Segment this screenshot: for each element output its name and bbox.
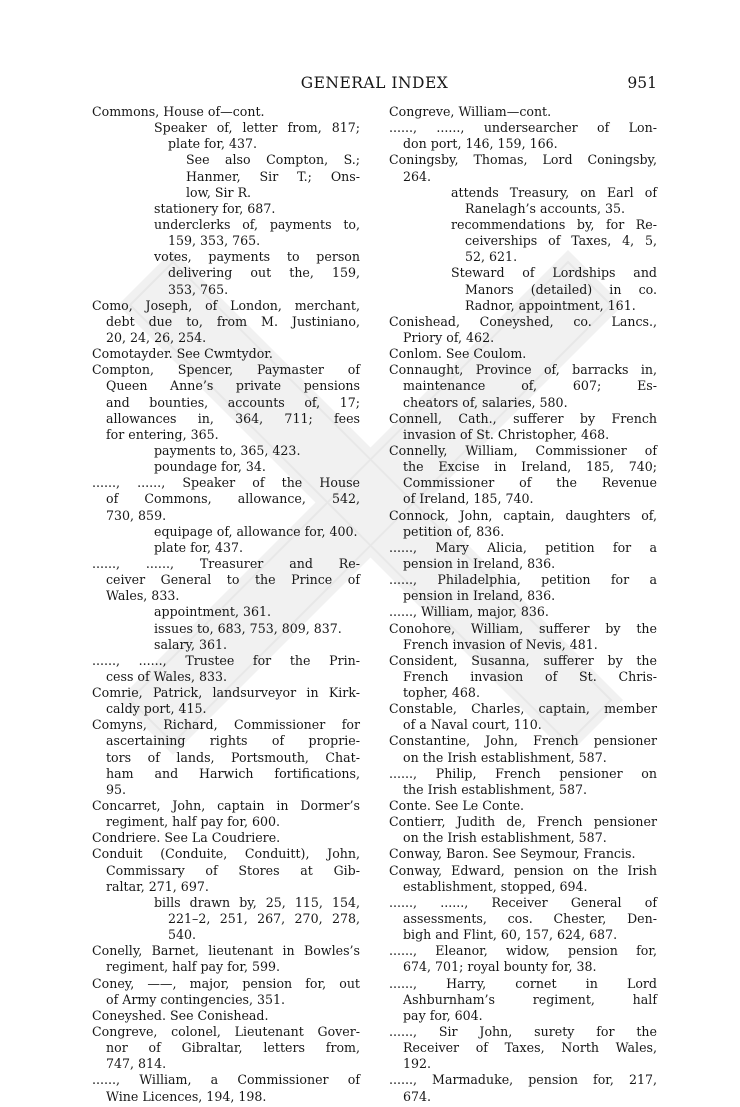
index-subentry-line: 221–2, 251, 267, 270, 278, <box>168 911 360 927</box>
index-subentry-line: raltar, 271, 697. <box>106 878 209 894</box>
index-subentry-line: 264. <box>403 168 432 184</box>
index-subentry-line: for entering, 365. <box>106 426 219 442</box>
index-subentry-line: Radnor, appointment, 161. <box>465 297 636 313</box>
index-subentry-line: caldy port, 415. <box>106 701 207 717</box>
index-subentry-line: 674. <box>403 1088 432 1104</box>
running-title: GENERAL INDEX <box>300 74 449 92</box>
index-subentry-line: Priory of, 462. <box>403 329 495 345</box>
index-subentry-line: of Army contingencies, 351. <box>106 991 286 1007</box>
index-subentry-line: debt due to, from M. Justiniano, <box>106 313 360 329</box>
index-subentry-line: votes, payments to person <box>154 249 360 265</box>
index-subentry-line: equipage of, allowance for, 400. <box>154 523 358 539</box>
index-subentry-line: stationery for, 687. <box>154 200 276 216</box>
index-subentry-line: bills drawn by, 25, 115, 154, <box>154 894 360 910</box>
index-entry-line: Conte. See Le Conte. <box>389 798 525 814</box>
index-entry-line: ......, William, major, 836. <box>389 604 549 620</box>
index-entry-line: Conelly, Barnet, lieutenant in Bowles’s <box>92 943 360 959</box>
index-entry-line: ......, Eleanor, widow, pension for, <box>389 943 657 959</box>
index-subentry-line: Wine Licences, 194, 198. <box>106 1088 267 1104</box>
index-subentry-line: invasion of St. Christopher, 468. <box>403 426 610 442</box>
index-entry-line: Conway, Edward, pension on the Irish <box>389 862 657 878</box>
index-subentry-line: petition of, 836. <box>403 523 505 539</box>
index-subentry-line: French invasion of St. Chris- <box>403 668 657 684</box>
index-entry-line: Conohore, William, sufferer by the <box>389 620 657 636</box>
index-subentry-line: payments to, 365, 423. <box>154 442 301 458</box>
index-subentry-line: 95. <box>106 781 127 797</box>
index-entry-line: Compton, Spencer, Paymaster of <box>92 362 360 378</box>
index-subentry-line: Commissary of Stores at Gib- <box>106 862 360 878</box>
index-subentry-line: regiment, half pay for, 600. <box>106 814 281 830</box>
index-subentry-line: 159, 353, 765. <box>168 233 261 249</box>
page-number: 951 <box>627 74 657 92</box>
index-entry-line: Conishead, Coneyshed, co. Lancs., <box>389 313 657 329</box>
index-entry-line: Comyns, Richard, Commissioner for <box>92 717 360 733</box>
index-subentry-line: plate for, 437. <box>154 539 244 555</box>
index-subentry-line: assessments, cos. Chester, Den- <box>403 911 657 927</box>
index-entry-line: Coney, ——, major, pension for, out <box>92 975 360 991</box>
index-subentry-line: 540. <box>168 927 197 943</box>
index-entry-line: Connock, John, captain, daughters of, <box>389 507 657 523</box>
index-subentry-line: Wales, 833. <box>106 588 180 604</box>
index-subentry-line: plate for, 437. <box>168 136 258 152</box>
index-subentry-line: pension in Ireland, 836. <box>403 588 556 604</box>
index-entry-line: ......, Philip, French pensioner on <box>389 765 657 781</box>
index-subentry-line: Ashburnham’s regiment, half <box>403 991 657 1007</box>
index-entry-line: ......, Sir John, surety for the <box>389 1024 657 1040</box>
index-entry-line: ......, Marmaduke, pension for, 217, <box>389 1072 657 1088</box>
index-subentry-line: poundage for, 34. <box>154 459 266 475</box>
index-subentry-line: on the Irish establishment, 587. <box>403 749 607 765</box>
index-subentry-line: the Irish establishment, 587. <box>403 781 588 797</box>
index-subentry-line: ceiver General to the Prince of <box>106 572 360 588</box>
index-subentry-line: 730, 859. <box>106 507 167 523</box>
index-entry-line: ......, ......, Trustee for the Prin- <box>92 652 360 668</box>
index-subentry-line: ascertaining rights of proprie- <box>106 733 360 749</box>
index-entry-line: ......, ......, Receiver General of <box>389 894 657 910</box>
index-subentry-line: maintenance of, 607; Es- <box>403 378 657 394</box>
index-subentry-line: 52, 621. <box>465 249 518 265</box>
index-subentry-line: Speaker of, letter from, 817; <box>154 120 360 136</box>
index-subentry-line: delivering out the, 159, <box>168 265 360 281</box>
index-subentry-line: of Commons, allowance, 542, <box>106 491 360 507</box>
index-entry-line: Connaught, Province of, barracks in, <box>389 362 657 378</box>
index-subentry-line: pay for, 604. <box>403 1007 483 1023</box>
index-entry-line: Consident, Susanna, sufferer by the <box>389 652 657 668</box>
index-subentry-line: regiment, half pay for, 599. <box>106 959 281 975</box>
index-subentry-line: on the Irish establishment, 587. <box>403 830 607 846</box>
index-subentry-line: See also Compton, S.; <box>186 152 360 168</box>
index-subentry-line: Receiver of Taxes, North Wales, <box>403 1040 657 1056</box>
index-subentry-line: and bounties, accounts of, 17; <box>106 394 360 410</box>
index-subentry-line: don port, 146, 159, 166. <box>403 136 558 152</box>
index-subentry-line: cess of Wales, 833. <box>106 668 228 684</box>
index-entry-line: ......, ......, Treasurer and Re- <box>92 555 360 571</box>
index-entry-line: Comrie, Patrick, landsurveyor in Kirk- <box>92 685 360 701</box>
page-header <box>92 74 657 96</box>
index-subentry-line: ceiverships of Taxes, 4, 5, <box>465 233 657 249</box>
index-subentry-line: nor of Gibraltar, letters from, <box>106 1040 360 1056</box>
index-entry-line: ......, William, a Commissioner of <box>92 1072 360 1088</box>
index-subentry-line: attends Treasury, on Earl of <box>451 184 657 200</box>
index-subentry-line: 353, 765. <box>168 281 229 297</box>
index-entry-line: Constable, Charles, captain, member <box>389 701 657 717</box>
index-subentry-line: tors of lands, Portsmouth, Chat- <box>106 749 360 765</box>
index-entry-line: ......, Harry, cornet in Lord <box>389 975 657 991</box>
index-entry-line: Comotayder. See Cwmtydor. <box>92 346 273 362</box>
index-subentry-line: Queen Anne’s private pensions <box>106 378 360 394</box>
index-subentry-line: ham and Harwich fortifications, <box>106 765 360 781</box>
index-entry-line: Congreve, colonel, Lieutenant Gover- <box>92 1024 360 1040</box>
index-subentry-line: issues to, 683, 753, 809, 837. <box>154 620 342 636</box>
index-subentry-line: Manors (detailed) in co. <box>465 281 657 297</box>
index-subentry-line: of a Naval court, 110. <box>403 717 542 733</box>
index-column-right <box>389 104 657 1105</box>
index-entry-line: Connelly, William, Commissioner of <box>389 442 657 458</box>
index-subentry-line: Commissioner of the Revenue <box>403 475 657 491</box>
index-subentry-line: allowances in, 364, 711; fees <box>106 410 360 426</box>
index-entry-line: Constantine, John, French pensioner <box>389 733 657 749</box>
index-entry-line: ......, ......, undersearcher of Lon- <box>389 120 657 136</box>
index-entry-line: ......, ......, Speaker of the House <box>92 475 360 491</box>
index-entry-line: Conlom. See Coulom. <box>389 346 527 362</box>
index-subentry-line: 747, 814. <box>106 1056 167 1072</box>
index-subentry-line: Hanmer, Sir T.; Ons- <box>186 168 360 184</box>
index-subentry-line: salary, 361. <box>154 636 228 652</box>
index-entry-line: Commons, House of—cont. <box>92 104 265 119</box>
index-entry-line: ......, Philadelphia, petition for a <box>389 572 657 588</box>
index-entry-line: Conway, Baron. See Seymour, Francis. <box>389 846 636 862</box>
index-subentry-line: underclerks of, payments to, <box>154 216 360 232</box>
index-entry-line: Concarret, John, captain in Dormer’s <box>92 798 360 814</box>
index-subentry-line: cheators of, salaries, 580. <box>403 394 568 410</box>
index-entry-line: ......, Mary Alicia, petition for a <box>389 539 657 555</box>
index-entry-line: Congreve, William—cont. <box>389 104 552 119</box>
index-subentry-line: recommendations by, for Re- <box>451 216 657 232</box>
index-subentry-line: pension in Ireland, 836. <box>403 555 556 571</box>
index-subentry-line: topher, 468. <box>403 685 480 701</box>
index-entry-line: Contierr, Judith de, French pensioner <box>389 814 657 830</box>
index-subentry-line: appointment, 361. <box>154 604 272 620</box>
index-entry-line: Conduit (Conduite, Conduitt), John, <box>92 846 360 862</box>
index-subentry-line: establishment, stopped, 694. <box>403 878 588 894</box>
index-subentry-line: French invasion of Nevis, 481. <box>403 636 598 652</box>
index-subentry-line: 192. <box>403 1056 432 1072</box>
index-subentry-line: the Excise in Ireland, 185, 740; <box>403 459 657 475</box>
index-subentry-line: Steward of Lordships and <box>451 265 657 281</box>
index-column-left <box>92 104 360 1105</box>
index-subentry-line: Ranelagh’s accounts, 35. <box>465 200 625 216</box>
index-subentry-line: 20, 24, 26, 254. <box>106 329 207 345</box>
index-entry-line: Coneyshed. See Conishead. <box>92 1007 269 1023</box>
index-entry-line: Coningsby, Thomas, Lord Coningsby, <box>389 152 657 168</box>
index-entry-line: Connell, Cath., sufferer by French <box>389 410 657 426</box>
index-subentry-line: 674, 701; royal bounty for, 38. <box>403 959 597 975</box>
index-entry-line: Condriere. See La Coudriere. <box>92 830 281 846</box>
index-entry-line: Como, Joseph, of London, merchant, <box>92 297 360 313</box>
index-subentry-line: low, Sir R. <box>186 184 252 200</box>
index-subentry-line: bigh and Flint, 60, 157, 624, 687. <box>403 927 618 943</box>
index-subentry-line: of Ireland, 185, 740. <box>403 491 534 507</box>
